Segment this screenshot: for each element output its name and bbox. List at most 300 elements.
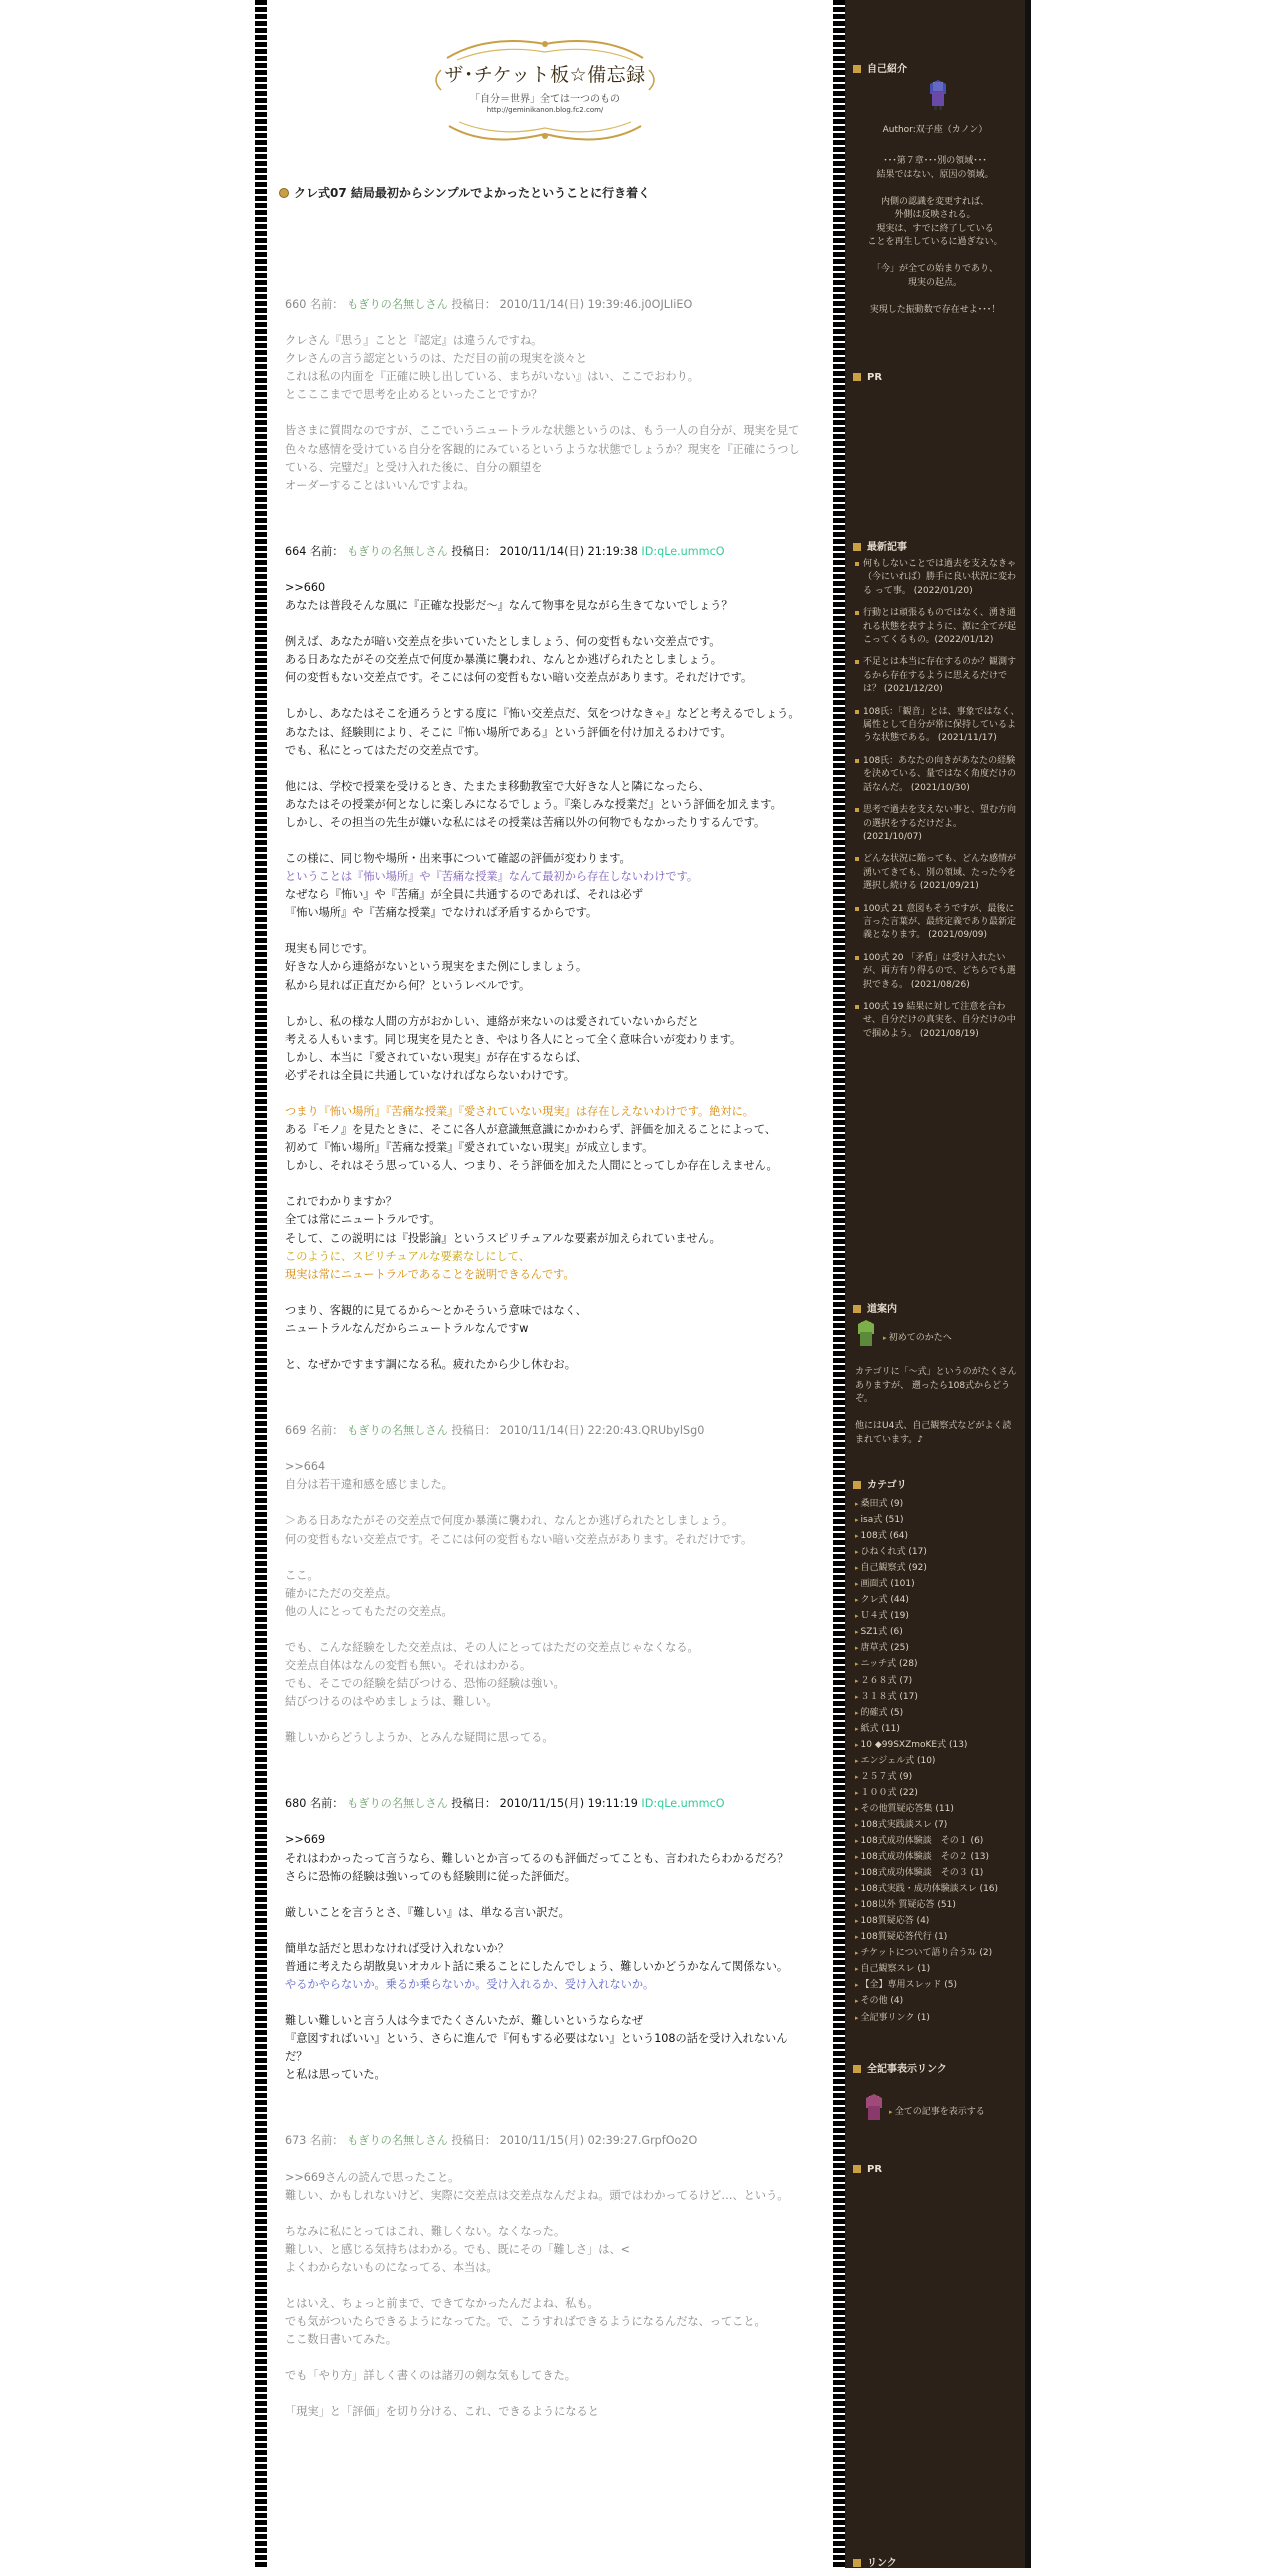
category-label[interactable]: 108式成功体験談 その２ (13) [860, 1852, 990, 1863]
category-item[interactable] [855, 1993, 1025, 2009]
arrow-icon: ▸ [855, 1981, 859, 1990]
category-item[interactable] [855, 1576, 1025, 1592]
category-item[interactable] [855, 1897, 1025, 1913]
entry-title [279, 184, 819, 201]
post-line: 「現実」と「評価」を切り分ける、これ、できるようになると [285, 2405, 599, 2419]
category-item[interactable] [855, 1977, 1025, 1993]
heading-marker-icon [853, 373, 861, 381]
category-label[interactable]: ２６８式 (7) [860, 1675, 913, 1686]
arrow-icon: ▸ [855, 1804, 859, 1813]
poster-name[interactable]: もぎりの名無しさん [347, 1424, 448, 1438]
line-gap [285, 922, 807, 940]
arrow-icon: ▸ [855, 1836, 859, 1845]
category-item[interactable] [855, 1560, 1025, 1576]
arrow-icon: ▸ [855, 1612, 859, 1621]
line-gap [285, 615, 807, 633]
post-line: なぜなら『怖い』や『苦痛』が全員に共通するのであれば、それは必ず [285, 888, 644, 902]
category-label[interactable]: 紙式 (11) [860, 1723, 900, 1734]
heading-text: 自己紹介 [867, 64, 907, 75]
guide-description [855, 1366, 1019, 1447]
arrow-icon: ▸ [855, 1933, 859, 1942]
post-line: やるかやらないか。乗るか乗らないか。受け入れるか、受け入れないか。 [285, 1978, 655, 1991]
category-item[interactable] [855, 1913, 1025, 1929]
category-label[interactable]: 自己観察式 (92) [860, 1563, 927, 1574]
post-line: ニュートラルなんだからニュートラルなんですw [285, 1321, 529, 1335]
post-line: あなたは普段そんな風に『正確な投影だ～』なんて物事を見ながら生きてないでしょう？ [285, 599, 733, 613]
profile-line: ことを再生しているに過ぎない。 [867, 237, 1003, 247]
profile-line: 外側は反映される。 [894, 210, 976, 220]
post-header [285, 543, 807, 561]
sidebar-heading-categories [853, 1476, 907, 1491]
category-list [855, 1496, 1025, 2026]
category-label[interactable]: ひねくれ式 (17) [860, 1547, 927, 1558]
category-label[interactable]: 【全】専用スレッド (5) [860, 1980, 958, 1991]
post-line: ここ数日書いてみた。 [285, 2333, 397, 2347]
post-line: ここ。 [285, 1568, 319, 1582]
line-gap [285, 1922, 807, 1940]
post-number: 669 [285, 1424, 307, 1438]
line-gap [285, 2349, 807, 2367]
arrow-icon: ▸ [889, 2108, 895, 2116]
profile-line: 現実の起点。 [907, 277, 962, 288]
post-line: あなたは、経験則により、そこに『怖い場所である』という評価を付け加えるわけです。 [285, 725, 732, 739]
poster-name[interactable]: もぎりの名無しさん [347, 298, 448, 311]
post-header [285, 1422, 807, 1440]
post-number: 680 [285, 1797, 307, 1811]
line-gap [285, 1711, 807, 1729]
guide-avatar-icon [855, 1320, 877, 1350]
recent-posts-list [855, 558, 1023, 1050]
heading-marker-icon [853, 1305, 861, 1313]
post-line: 考える人もいます。同じ現実を見たとき、やはり各人にとって全く意味合いが変わります。 [285, 1032, 742, 1046]
category-item[interactable] [855, 1496, 1025, 1512]
arrow-icon: ▸ [855, 1724, 859, 1733]
post-line: これでわかりますか？ [285, 1195, 397, 1209]
post-line: しかし、私の様な人間の方がおかしい、連絡が来ないのは愛されていないからだと [285, 1014, 699, 1028]
post-date: 2010/11/14(日) 22:20:43.QRUbylSg0 [499, 1424, 705, 1438]
line-gap [285, 2385, 807, 2403]
sidebar-heading-pr2 [853, 2164, 882, 2175]
category-item[interactable] [855, 1689, 1025, 1705]
post-separator [285, 1374, 807, 1422]
arrow-icon: ▸ [855, 1628, 859, 1637]
post-line: 皆さまに質問なのですが、ここでいうニュートラルな状態というのは、もう一人の自分が、現実を見て色々な感情を受けている自分を客観的にみているというような状態でしょうか？現実を『正確にうつしている、完璧だ』と受け入れた後に、自分の願望を [285, 424, 800, 474]
arrow-icon: ▸ [855, 1917, 859, 1926]
post-date: 2010/11/15(月) 19:11:19 [499, 1797, 638, 1811]
post-line: オーダーすることはいいんですよね。 [285, 478, 475, 492]
category-item[interactable] [855, 1753, 1025, 1769]
category-label[interactable]: その他 (4) [860, 1996, 904, 2007]
sidebar-heading-recent [853, 538, 907, 553]
category-label[interactable]: ３１８式 (17) [860, 1691, 918, 1702]
profile-line: 内側の認識を変更すれば、 [880, 196, 989, 207]
category-item[interactable] [855, 1881, 1025, 1897]
post-line: 難しい、かもしれないけど、実際に交差点は交差点なんだよね。頭ではわかってるけど…、という。 [285, 2188, 789, 2202]
name-label: 名前： [309, 544, 344, 558]
post-line: このように、スピリチュアルな要素なしにして、 [285, 1249, 530, 1263]
heading-text: カテゴリ [867, 1480, 907, 1491]
category-item[interactable] [855, 1929, 1025, 1945]
category-label[interactable]: 的確式 (5) [860, 1707, 904, 1718]
category-label[interactable]: 10 ◆99SXZmoKE式 (13) [860, 1739, 968, 1750]
post-line: 普通に考えたら胡散臭いオカルト話に乗ることにしたんでしょう、難しいかどうかなんて関係ない。 [285, 1959, 789, 1973]
category-item[interactable] [855, 1721, 1025, 1737]
post-line: 難しい難しいと言う人は今までたくさんいたが、難しいというならなぜ [285, 2014, 644, 2028]
ornament-frame-icon [427, 30, 663, 148]
post-line: でも、こんな経験をした交差点は、その人にとってはただの交差点じゃなくなる。 [285, 1640, 699, 1654]
post-line: しかし、本当に『愛されていない現実』が存在するならば、 [285, 1050, 588, 1064]
post-line: 初めて『怖い場所』『苦痛な授業』『愛されていない現実』が成立します。 [285, 1141, 654, 1155]
post-line: >>669 [285, 1833, 326, 1847]
profile-description [855, 155, 1015, 317]
category-label[interactable]: 桑田式 (9) [860, 1499, 904, 1509]
post-line: これは私の内面を『正確に映し出している、まちがいない』はい、ここでおわり。 [285, 370, 699, 384]
category-label[interactable]: 108式 (64) [860, 1531, 909, 1542]
post-line: と、なぜかですます調になる私。疲れたから少し休むお。 [285, 1358, 576, 1372]
category-item[interactable] [855, 1673, 1025, 1689]
name-label: 名前： [309, 298, 344, 311]
post-header [285, 2132, 807, 2150]
blog-tagline: 「自分＝世界」全ては一つのもの [470, 94, 620, 105]
category-item[interactable] [855, 1801, 1025, 1817]
post-line: 何の変哲もない交差点です。そこには何の変哲もない暗い交差点があります。それだけです。 [285, 671, 753, 685]
category-item[interactable] [855, 1512, 1025, 1528]
arrow-icon: ▸ [855, 1885, 859, 1894]
post-line: ということは『怖い場所』や『苦痛な授業』なんて最初から存在しないわけです。 [285, 870, 699, 884]
post-line: それはわかったって言うなら、難しいとか言ってるのも評価だってことも、言われたらわかるだろ？ [285, 1851, 789, 1865]
post-line: でも、私にとってはただの交差点です。 [285, 743, 486, 757]
category-label[interactable]: 108以外 質疑応答 (51) [860, 1900, 956, 1911]
post-line: 『意図すればいい』という、さらに進んで『何もする必要はない』という108の話を受け入れないんだ？ [285, 2032, 788, 2064]
recent-post-link[interactable]: 108氏：あなたの向きがあなたの経験を決めている、量ではなく角度だけの話なんだ。 (2021/10/30) [855, 755, 1023, 795]
line-gap [285, 1085, 807, 1103]
post-line: ＞ある日あなたがその交差点で何度か暴漢に襲われ、なんとか逃げられたとしましょう。 [285, 1514, 734, 1528]
arrow-icon: ▸ [855, 1901, 859, 1910]
post-separator [285, 1747, 807, 1795]
post-line: この様に、同じ物や場所・出来事について確認の評価が変わります。 [285, 851, 631, 865]
poster-name[interactable]: もぎりの名無しさん [347, 1797, 448, 1811]
post-line: と私は思っていた。 [285, 2068, 386, 2082]
category-label[interactable]: 108式成功体験談 その３ (1) [860, 1868, 984, 1879]
post-line: ある『モノ』を見たときに、そこに各人が意識無意識にかかわらず、評価を加えることによって、 [285, 1123, 777, 1137]
entry-title-text: クレ式07 結局最初からシンプルでよかったということに行き着く [294, 186, 651, 200]
category-label[interactable]: 108式成功体験談 その１ (6) [860, 1835, 984, 1846]
profile-line: 現実は、すでに終了している [876, 223, 994, 234]
recent-post-link[interactable]: 不足とは本当に存在するのか？観測するから存在するように思えるだけでは？ (2021/12/20) [855, 656, 1023, 696]
post-line: さらに恐怖の経験は強いってのも経験則に従った評価だ。 [285, 1869, 576, 1883]
post-number: 660 [285, 298, 307, 311]
arrow-icon: ▸ [855, 1596, 859, 1605]
line-gap [285, 760, 807, 778]
heading-text: PR [867, 2164, 883, 2175]
poster-id[interactable]: ID:qLe.ummcO [641, 544, 725, 558]
post-list [285, 296, 807, 2470]
post-header [285, 296, 807, 314]
category-item[interactable] [855, 1592, 1025, 1608]
post-line: クレさん『思う』ことと『認定』は違うんですね。 [285, 334, 543, 348]
guide-line: カテゴリに「～式」というのがたくさんありますが、 遡ったら108式からどうぞ。 [855, 1367, 1017, 1404]
line-gap [285, 1994, 807, 2012]
post-line: 『怖い場所』や『苦痛な授業』でなければ矛盾するからです。 [285, 906, 598, 920]
category-label[interactable]: ニッチ式 (28) [860, 1659, 918, 1670]
post-header [285, 1795, 807, 1813]
category-item[interactable] [855, 1817, 1025, 1833]
guide-line [855, 1407, 1019, 1421]
category-item[interactable] [855, 1849, 1025, 1865]
arrow-icon: ▸ [855, 1708, 859, 1717]
blog-url[interactable]: http://geminikanon.blog.fc2.com/ [486, 106, 604, 114]
post-date: 2010/11/14(日) 19:39:46.j0OJLIiEO [499, 298, 693, 311]
line-gap [285, 687, 807, 705]
recent-post-link[interactable]: どんな状況に陥っても、どんな感情が湧いてきても、別の領域、たった今を選択し続ける (2021/09/21) [855, 853, 1023, 893]
post [285, 1795, 807, 2084]
category-item[interactable] [855, 1544, 1025, 1560]
post-line: 現実も同じです。 [285, 942, 374, 956]
post-line: 難しいからどうしようか、とみんな疑問に思ってる。 [285, 1731, 554, 1745]
post-line: 確かにただの交差点。 [285, 1586, 397, 1600]
author-avatar-icon [927, 80, 949, 110]
posted-label: 投稿日： [451, 1424, 497, 1438]
arrow-icon: ▸ [855, 1644, 859, 1653]
arrow-icon: ▸ [855, 1853, 859, 1862]
profile-line [855, 290, 1015, 304]
arrow-icon: ▸ [855, 1660, 859, 1669]
heading-marker-icon [853, 2165, 861, 2173]
recent-post-link[interactable]: 行動とは頑張るものではなく、湧き通れる状態を表すように、源に全てが起こってくるもの。(2022/01/12) [855, 607, 1023, 647]
post-line: あなたはその授業が何となしに楽しみになるでしょう。『楽しみな授業だ』という評価を加えます。 [285, 797, 782, 811]
blog-title[interactable]: ザ･チケット板☆備忘録 [444, 64, 646, 86]
post-line: とこここまでで思考を止めるといったことですか？ [285, 388, 543, 402]
category-label[interactable]: チケットについて語り合うｽﾚ (2) [860, 1948, 993, 1959]
line-gap [285, 1886, 807, 1904]
post-line: とはいえ、ちょっと前まで、できてなかったんだよね、私も。 [285, 2297, 599, 2311]
heading-text: リンク [867, 2558, 897, 2569]
profile-line: 結果ではない、原因の領域。 [876, 169, 994, 180]
category-label[interactable]: 108式実践・成功体験談スレ (16) [860, 1884, 999, 1895]
category-item[interactable] [855, 1785, 1025, 1801]
name-label: 名前： [309, 2134, 344, 2148]
author-name: Author:双子座（カノン） [882, 125, 988, 135]
post-separator [285, 2422, 807, 2470]
sidebar-heading-all-posts [853, 2060, 947, 2075]
line-gap [285, 1549, 807, 1567]
left-chain-border [255, 0, 267, 2568]
post-line: つまり『怖い場所』『苦痛な授業』『愛されていない現実』は存在しえないわけです。絶対に。 [285, 1105, 754, 1118]
arrow-icon: ▸ [855, 1756, 859, 1765]
category-label[interactable]: 108質疑応答代行 (1) [860, 1932, 948, 1943]
post-line: 自分は若干違和感を感じました。 [285, 1478, 453, 1492]
category-label[interactable]: １００式 (22) [860, 1787, 918, 1798]
main-column [267, 0, 833, 2568]
recent-post-link[interactable]: 100式 19 結果に対して注意を合わせ、自分だけの真実を、自分だけの中で掴めよう。 (2021/08/19) [855, 1001, 1023, 1041]
category-item[interactable] [855, 1769, 1025, 1785]
post-line: しかし、あなたはそこを通ろうとする度に『怖い交差点だ、気をつけなきゃ』などと考えるでしょう。 [285, 707, 800, 721]
sidebar-heading-profile [853, 60, 907, 75]
category-label[interactable]: Ｕ４式 (19) [860, 1611, 909, 1622]
heading-marker-icon [853, 2559, 861, 2567]
category-item[interactable] [855, 2010, 1025, 2026]
line-gap [285, 995, 807, 1013]
category-label[interactable]: エンジェル式 (10) [860, 1755, 936, 1766]
category-label[interactable]: 全記事リンク (1) [860, 2012, 930, 2023]
post-line: ある日あなたがその交差点で何度か暴漢に襲われ、なんとか逃げられたとしましょう。 [285, 653, 722, 667]
post-date: 2010/11/14(日) 21:19:38 [499, 544, 638, 558]
blog-header [427, 30, 663, 148]
heading-marker-icon [853, 1481, 861, 1489]
arrow-icon: ▸ [855, 1965, 859, 1974]
post-line: でも気がついたらできるようになってた。で、こうすればできるようになるんだな、ってこと。 [285, 2315, 766, 2329]
guide-line: 他にはU4式、自己観察式などがよく読まれています。♪ [855, 1421, 1012, 1445]
recent-post-link[interactable]: 100式 21 意図もそうですが、最後に言った言葉が、最終定義であり最新定義となります。 (2021/09/09) [855, 903, 1023, 943]
sidebar-heading-links [853, 2554, 897, 2569]
post-line: 必ずそれは全員に共通していなければならないわけです。 [285, 1068, 575, 1082]
post-line: しかし、それはそう思っている人、つまり、そう評価を加えた人間にとってしか存在しえません。 [285, 1159, 778, 1173]
post-line: 難しい、と感じる気持ちはわかる。でも、既にその「難しさ」は、< [285, 2242, 631, 2256]
posted-label: 投稿日： [451, 2134, 497, 2148]
post-separator [285, 2084, 807, 2132]
post-line: 交差点自体はなんの変哲も無い。それはわかる。 [285, 1658, 532, 1672]
arrow-icon: ▸ [855, 1580, 859, 1589]
arrow-icon: ▸ [855, 1564, 859, 1573]
arrow-icon: ▸ [855, 1676, 859, 1685]
category-label[interactable]: 唐草式 (25) [860, 1643, 909, 1654]
arrow-icon: ▸ [855, 1788, 859, 1797]
post-line: よくわからないものになってる、本当は。 [285, 2260, 498, 2274]
arrow-icon: ▸ [855, 2013, 859, 2022]
profile-line [855, 182, 1015, 196]
post-line: しかし、その担当の先生が嫌いな私にはその授業は苦痛以外の何物でもなかったりするんです。 [285, 815, 766, 829]
line-gap [285, 1494, 807, 1512]
poster-name[interactable]: もぎりの名無しさん [347, 544, 448, 558]
name-label: 名前： [309, 1424, 344, 1438]
heading-marker-icon [853, 65, 861, 73]
category-label[interactable]: 108式実践談スレ (7) [860, 1819, 948, 1830]
arrow-icon: ▸ [855, 1692, 859, 1701]
heading-text: 全記事表示リンク [867, 2064, 947, 2075]
post-separator [285, 495, 807, 543]
recent-post-link[interactable]: 何もしないことでは過去を支えなきゃ（今にいれば）勝手に良い状況に変わる って事。 (2022/01/20) [855, 558, 1023, 598]
category-label[interactable]: SZ1式 (6) [860, 1627, 903, 1638]
post-number: 664 [285, 544, 307, 558]
arrow-icon: ▸ [855, 1516, 859, 1525]
line-gap [285, 1175, 807, 1193]
posted-label: 投稿日： [451, 544, 497, 558]
line-gap [285, 2277, 807, 2295]
post-line: 全ては常にニュートラルです。 [285, 1213, 441, 1227]
category-item[interactable] [855, 1961, 1025, 1977]
post-line: >>664 [285, 1460, 326, 1474]
category-label[interactable]: クレ式 (44) [860, 1595, 909, 1606]
post-line: 何の変哲もない交差点です。そこには何の変哲もない暗い交差点があります。それだけです。 [285, 1532, 753, 1546]
recent-post-link[interactable]: 100式 20 「矛盾」は受け入れたいが、両方有り得るので、どちらでも選択できる。 (2021/08/26) [855, 952, 1023, 992]
post [285, 2132, 807, 2421]
posted-label: 投稿日： [451, 1797, 497, 1811]
line-gap [285, 832, 807, 850]
post-line: >>669さんの読んで思ったこと。 [285, 2170, 460, 2184]
post-line: 厳しいことを言うとさ、『難しい』は、単なる言い訳だ。 [285, 1905, 570, 1919]
arrow-icon: ▸ [855, 1820, 859, 1829]
category-label[interactable]: isa式 (51) [860, 1515, 904, 1526]
sidebar-heading-guide [853, 1300, 897, 1315]
name-label: 名前： [309, 1797, 344, 1811]
post-line: 簡単な話だと思わなければ受け入れないか？ [285, 1941, 509, 1955]
arrow-icon: ▸ [855, 1869, 859, 1878]
category-item[interactable] [855, 1624, 1025, 1640]
arrow-icon: ▸ [855, 1997, 859, 2006]
post [285, 543, 807, 1374]
category-label[interactable]: 自己観察スレ (1) [860, 1964, 931, 1975]
post-number: 673 [285, 2134, 307, 2148]
guide-link-text[interactable]: 初めてのかたへ [888, 1333, 952, 1343]
post-line: ちなみに私にとってはこれ、難しくない。なくなった。 [285, 2224, 566, 2238]
line-gap [285, 1284, 807, 1302]
category-label[interactable]: ２５７式 (9) [860, 1771, 913, 1782]
post-line: 他には、学校で授業を受けるとき、たまたま移動教室で大好きな人と隣になったら、 [285, 779, 710, 793]
recent-post-link[interactable]: 思考で過去を支えない事と、望む方向の選択をするだけだよ。 (2021/10/07) [855, 804, 1023, 844]
post-line: 結びつけるのはやめましょうは、難しい。 [285, 1695, 498, 1709]
right-chain-border [833, 0, 845, 2568]
post-line: >>660 [285, 580, 326, 594]
line-gap [285, 2205, 807, 2223]
post-line: 例えば、あなたが暗い交差点を歩いていたとしましょう、何の変哲もない交差点です。 [285, 635, 721, 649]
post-line: クレさんの言う認定というのは、ただ目の前の現実を淡々と [285, 352, 588, 366]
arrow-icon: ▸ [855, 1740, 859, 1749]
post-line: でも「やり方」詳しく書くのは諸刃の剣な気もしてきた。 [285, 2369, 576, 2383]
post-line: 好きな人から連絡がないという現実をまた例にしましょう。 [285, 960, 588, 974]
all-posts-link-text[interactable]: 全ての記事を表示する [894, 2107, 985, 2117]
profile-line: 実現した振動数で存在せよ･･･！ [869, 304, 1001, 315]
posted-label: 投稿日： [451, 298, 497, 311]
arrow-icon: ▸ [883, 1334, 889, 1342]
all-posts-link[interactable] [889, 2104, 985, 2117]
poster-id[interactable]: ID:qLe.ummcO [641, 1797, 725, 1811]
category-item[interactable] [855, 1656, 1025, 1672]
category-label[interactable]: その他質疑応答集 (11) [860, 1803, 954, 1814]
line-gap [285, 404, 807, 422]
category-item[interactable] [855, 1608, 1025, 1624]
post-line: 他の人にとってもただの交差点。 [285, 1604, 453, 1618]
heading-text: 最新記事 [867, 542, 907, 553]
guide-link[interactable] [883, 1330, 952, 1343]
post [285, 1422, 807, 1747]
category-label[interactable]: 画面式 (101) [860, 1579, 915, 1590]
post-date: 2010/11/15(月) 02:39:27.GrpfOo2O [499, 2134, 698, 2148]
arrow-icon: ▸ [855, 1772, 859, 1781]
heading-text: PR [867, 372, 883, 383]
sidebar-heading-pr [853, 372, 882, 383]
post-line: そして、この説明には『投影論』というスピリチュアルな要素が加えられていません。 [285, 1231, 721, 1245]
category-item[interactable] [855, 1640, 1025, 1656]
post-line: 私から見れば正直だから何？というレベルです。 [285, 978, 531, 992]
profile-line: ･･･第７章･･･別の領域･･･ [883, 156, 987, 166]
category-item[interactable] [855, 1833, 1025, 1849]
poster-name[interactable]: もぎりの名無しさん [347, 2134, 448, 2148]
profile-line [855, 250, 1015, 264]
category-item[interactable] [855, 1945, 1025, 1961]
recent-post-link[interactable]: 108氏：「観音」とは、事象ではなく、属性として自分が常に保持しているような状態である。 (2021/11/17) [855, 706, 1023, 746]
category-label[interactable]: 108質疑応答 (4) [860, 1916, 930, 1927]
category-item[interactable] [855, 1737, 1025, 1753]
sidebar [845, 0, 1031, 2568]
profile-line: 「今」が全ての始まりであり、 [871, 264, 998, 274]
heading-text: 道案内 [867, 1304, 897, 1315]
all-posts-avatar-icon [863, 2094, 885, 2124]
category-item[interactable] [855, 1865, 1025, 1881]
category-item[interactable] [855, 1705, 1025, 1721]
category-item[interactable] [855, 1528, 1025, 1544]
entry-bullet-icon [279, 188, 289, 198]
arrow-icon: ▸ [855, 1548, 859, 1557]
